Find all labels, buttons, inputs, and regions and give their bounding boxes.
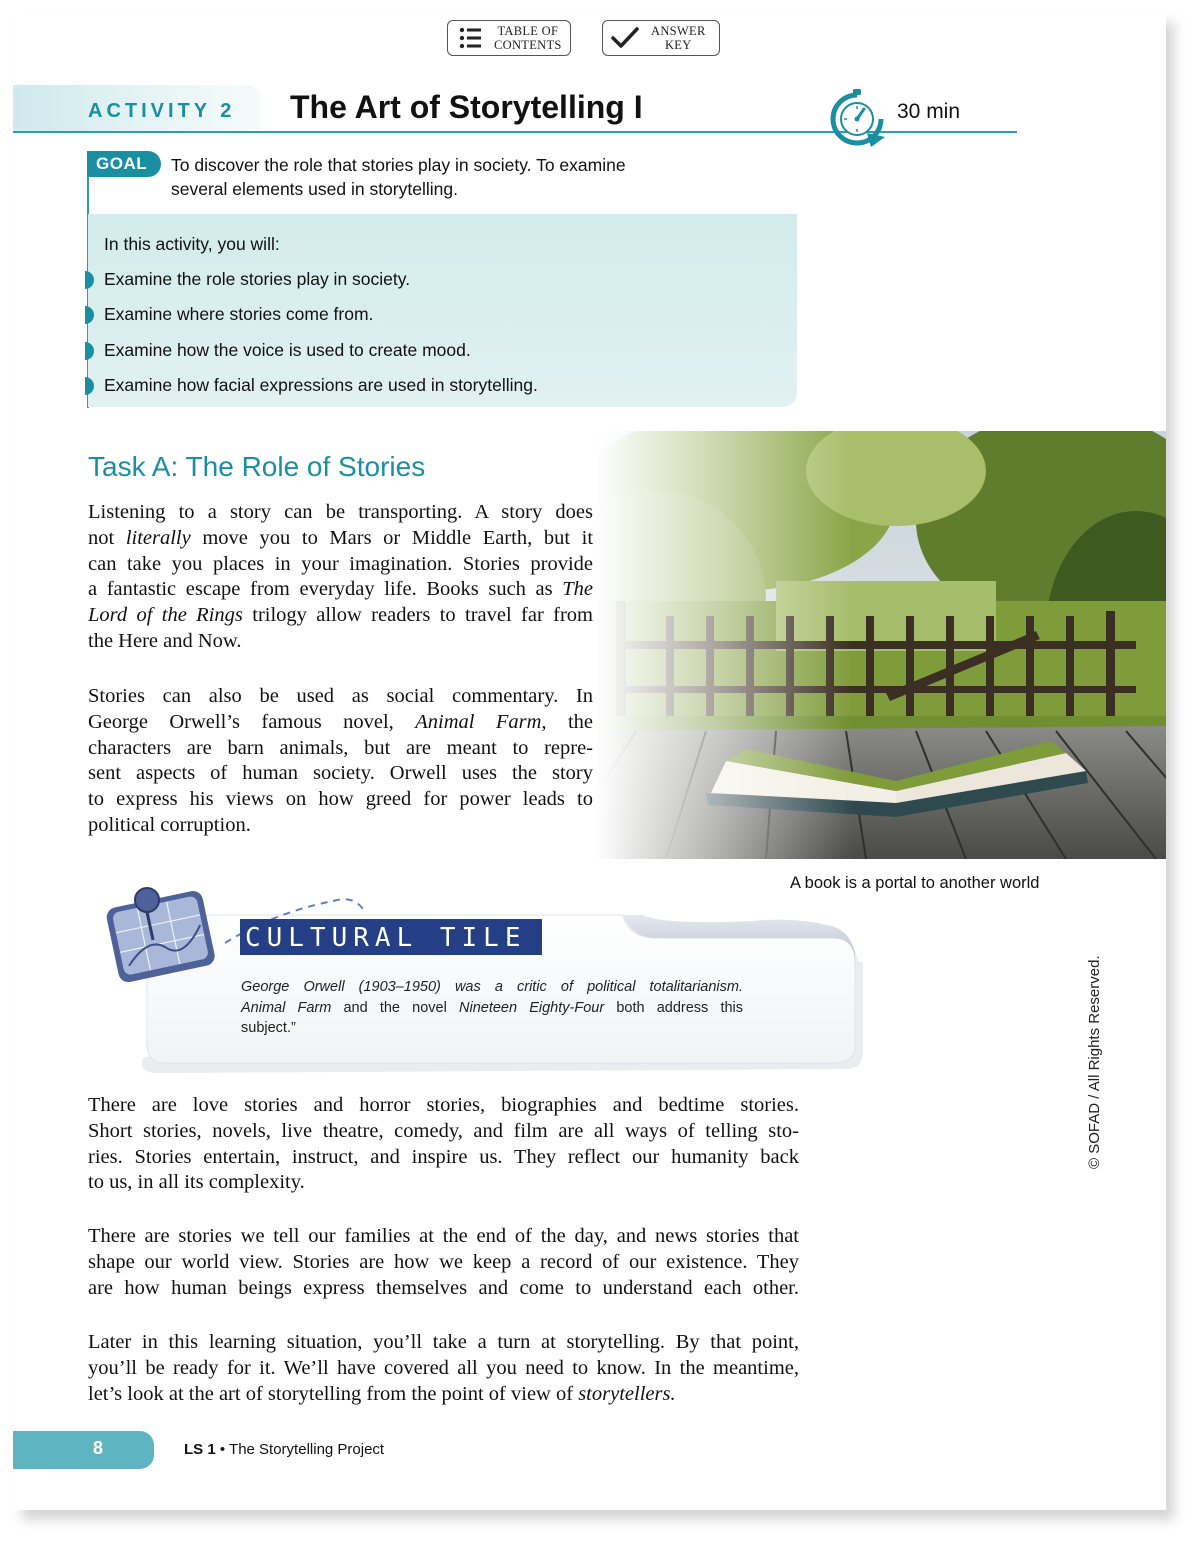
map-pin-icon xyxy=(103,878,223,983)
body-paragraph-5: Later in this learning situation, you’ll take a turn at storytelling. By that point, you’ll be ready for it. We’ll have covered all you need to know. In the meantime, let’s look at the art of storytelling from the point of view of storytellers. xyxy=(88,1331,799,1405)
goal-badge: GOAL xyxy=(87,151,161,177)
page-number: 8 xyxy=(93,1438,104,1458)
cultural-tile-text: George Orwell (1903–1950) was a critic of political totalitarianism. Animal Farm and the novel Nineteen Eighty-Four both address this subject.” xyxy=(241,979,744,1036)
bullet-icon xyxy=(85,306,94,324)
book-portal-photo xyxy=(596,431,1166,859)
cultural-tile-heading: CULTURAL TILE xyxy=(240,919,542,955)
bullet-icon xyxy=(85,377,94,395)
duration: 30 min xyxy=(897,100,961,123)
checkmark-icon xyxy=(607,23,647,53)
task-a-paragraph-1: Listening to a story can be transporting. A story does not literally move you to Mars or Middle Earth, but it can take you places in your imagination. Stories provide a fantastic escape from everyday life. Books such as The Lord of the Rings trilogy allow readers to travel far from the Here and Now. xyxy=(88,501,594,652)
document-page xyxy=(13,13,1166,1510)
image-caption: A book is a portal to another world xyxy=(790,874,1040,892)
answer-key-button[interactable] xyxy=(602,20,720,56)
objective-item: Examine where stories come from. xyxy=(104,304,373,325)
body-paragraph-3: There are love stories and horror stories, biographies and bedtime stories. Short stories, novels, live theatre, comedy, and film are all ways of telling sto- ries. Stories entertain, instruct, and inspire us. They reflect our humanity back to us, in all its complexity. xyxy=(88,1094,799,1194)
list-icon xyxy=(454,23,494,53)
page-number-tab xyxy=(13,1431,154,1469)
task-a-paragraph-2: Stories can also be used as social commentary. In George Orwell’s famous novel, Animal Farm, the characters are barn animals, but are meant to repre- sent aspects of human society. Orwell uses the story to express his views on how greed for power leads to political corruption. xyxy=(88,685,594,836)
table-of-contents-button[interactable] xyxy=(447,20,571,56)
task-a-title: Task A: The Role of Stories xyxy=(88,451,426,482)
objectives-box xyxy=(88,214,797,407)
stopwatch-icon xyxy=(827,85,887,147)
objective-item: Examine how facial expressions are used in storytelling. xyxy=(104,375,538,396)
body-paragraph-4: There are stories we tell our families at the end of the day, and news stories that shape our world view. Stories are how we keep a record of our existence. They are how human beings express themselves and come to understand each other. xyxy=(88,1225,799,1299)
page-title: The Art of Storytelling I xyxy=(290,89,643,125)
activity-label: ACTIVITY 2 xyxy=(88,100,236,122)
toc-label: TABLE OF CONTENTS xyxy=(494,24,562,52)
copyright-notice: © SOFAD / All Rights Reserved. xyxy=(1086,955,1103,1169)
footer-title: LS 1 • The Storytelling Project xyxy=(184,1441,385,1458)
objective-item: Examine the role stories play in society. xyxy=(104,269,410,290)
objectives-intro: In this activity, you will: xyxy=(104,234,280,254)
bullet-icon xyxy=(85,342,94,360)
goal-text: To discover the role that stories play in society. To examine several elements used in storytelling. xyxy=(171,155,626,199)
answer-key-label: ANSWER KEY xyxy=(651,24,706,52)
bullet-icon xyxy=(85,271,94,289)
objective-item: Examine how the voice is used to create mood. xyxy=(104,340,471,361)
